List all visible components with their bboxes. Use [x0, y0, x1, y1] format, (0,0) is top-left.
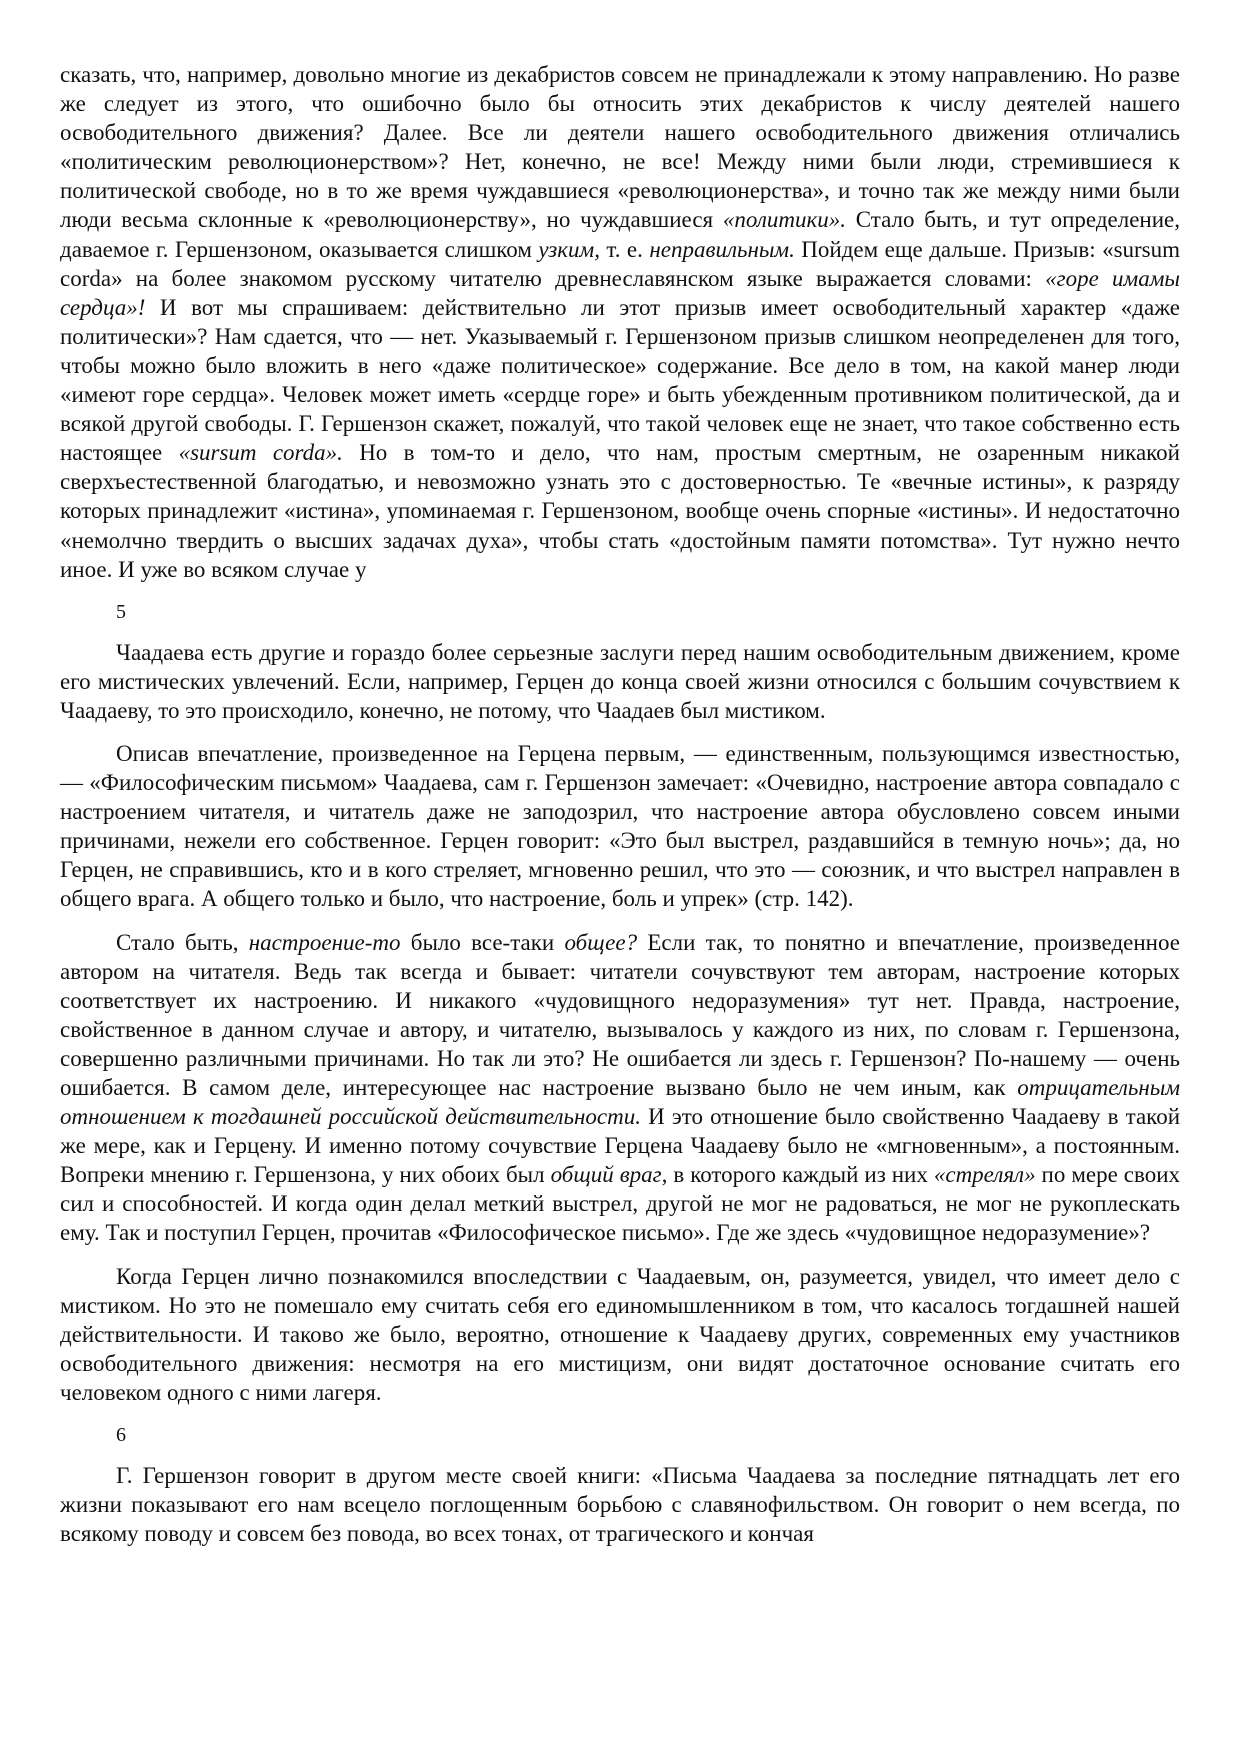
paragraph-6: Г. Гершензон говорит в другом месте своей книги: «Письма Чаадаева за последние пятнадцать лет его жизни показывают его нам всецело поглощенным борьбою с славянофильством. Он говорит о нем всегда, по всякому поводу и совсем без повода, во всех тонах, от трагического и кончая [60, 1463, 1180, 1547]
section-number-5: 5 [116, 600, 126, 623]
italic-emphasis: «политики». [722, 207, 846, 233]
section-number-6: 6 [116, 1424, 126, 1447]
italic-emphasis: общее? [564, 929, 638, 955]
italic-emphasis: «sursum corda». [178, 440, 343, 466]
italic-emphasis: «стрелял» [933, 1162, 1036, 1188]
italic-emphasis: отрицательным отношением к тогдашней российской действительности. [60, 1075, 1180, 1130]
paragraph-1: сказать, что, например, довольно многие из декабристов совсем не принадлежали к этому направлению. Но разве же следует из этого, что ошибочно было бы относить этих декабристов к числу деятелей нашего освободительного движения? Далее. Все ли деятели нашего освободительного движения отличались «политическим революционерством»? Нет, конечно, не все! Между ними были люди, стремившиеся к политической свободе, но в то же время чуждавшиеся «революционерства», и точно так же между ними были люди весьма склонные к «революционерству», но чуждавшиеся «политики». Стало быть, и тут определение, даваемое г. Гершензоном, оказывается слишком узким, т. е. неправильным. Пойдем еще дальше. Призыв: «sursum corda» на более знакомом русскому читателю древнеславянском языке выражается словами: «горе имамы сердца»! И вот мы спрашиваем: действительно ли этот призыв имеет освободительный характер «даже политически»? Нам сдается, что — нет. Указываемый г. Гершензоном призыв слишком неопределенен для того, чтобы можно было вложить в него «даже политическое» содержание. Все дело в том, на какой манер люди «имеют горе сердца». Человек может иметь «сердце горе» и быть убежденным противником политической, да и всякой другой свободы. Г. Гершензон скажет, пожалуй, что такой человек еще не знает, что такое собственно есть настоящее «sursum corda». Но в том-то и дело, что нам, простым смертным, не озаренным никакой сверхъестественной благодатью, и невозможно узнать это с достоверностью. Те «вечные истины», к разряду которых принадлежит «истина», упоминаемая г. Гершензоном, вообще очень спорные «истины». И недостаточно «немолчно твердить о высших задачах духа», чтобы стать «достойным памяти потомства». Тут нужно нечто иное. И уже во всяком случае у [60, 62, 1181, 582]
italic-emphasis: «горе имамы сердца»! [60, 265, 1180, 320]
paragraph-5: Когда Герцен лично познакомился впоследствии с Чаадаевым, он, разумеется, увидел, что имеет дело с мистиком. Но это не помешало ему считать себя его единомышленником в том, что касалось тогдашней нашей действительности. И таково же было, вероятно, отношение к Чаадаеву других, современных ему участников освободительного движения: несмотря на его мистицизм, они видят достаточное основание считать его человеком одного с ними лагеря. [60, 1263, 1180, 1405]
paragraph-4: Стало быть, настроение-то было все-таки общее? Если так, то понятно и впечатление, произведенное автором на читателя. Ведь так всегда и бывает: читатели сочувствуют тем авторам, настроение которых соответствует их настроению. И никакого «чудовищного недоразумения» тут нет. Правда, настроение, свойственное в данном случае и автору, и читателю, вызывалось у каждого из них, по словам г. Гершензона, совершенно различными причинами. Но так ли это? Не ошибается ли здесь г. Гершензон? По-нашему — очень ошибается. В самом деле, интересующее нас настроение вызвано было не чем иным, как отрицательным отношением к тогдашней российской действительности. И это отношение было свойственно Чаадаеву в такой же мере, как и Герцену. И именно потому сочувствие Герцена Чаадаеву было не «мгновенным», а постоянным. Вопреки мнению г. Гершензона, у них обоих был общий враг, в которого каждый из них «стрелял» по мере своих сил и способностей. И когда один делал меткий выстрел, другой не мог не радоваться, не мог не рукоплескать ему. Так и поступил Герцен, прочитав «Философическое письмо». Где же здесь «чудовищное недоразумение»? [60, 929, 1180, 1246]
paragraph-3: Описав впечатление, произведенное на Герцена первым, — единственным, пользующимся известностью, — «Философическим письмом» Чаадаева, сам г. Гершензон замечает: «Очевидно, настроение автора совпадало с настроением читателя, и читатель даже не заподозрил, что настроение автора обусловлено совсем иными причинами, нежели его собственное. Герцен говорит: «Это был выстрел, раздавшийся в темную ночь»; да, но Герцен, не справившись, кто и в кого стреляет, мгновенно решил, что это — союзник, и что выстрел направлен в общего врага. А общего только и было, что настроение, боль и упрек» (стр. 142). [60, 740, 1180, 912]
italic-emphasis: общий враг, [550, 1162, 668, 1188]
italic-emphasis: настроение-то [248, 929, 401, 955]
italic-emphasis: узким, [538, 236, 600, 262]
italic-emphasis: неправильным. [649, 236, 795, 262]
paragraph-2: Чаадаева есть другие и гораздо более серьезные заслуги перед нашим освободительным движением, кроме его мистических увлечений. Если, например, Герцен до конца своей жизни относился с большим сочувствием к Чаадаеву, то это происходило, конечно, не потому, что Чаадаев был мистиком. [60, 639, 1180, 723]
